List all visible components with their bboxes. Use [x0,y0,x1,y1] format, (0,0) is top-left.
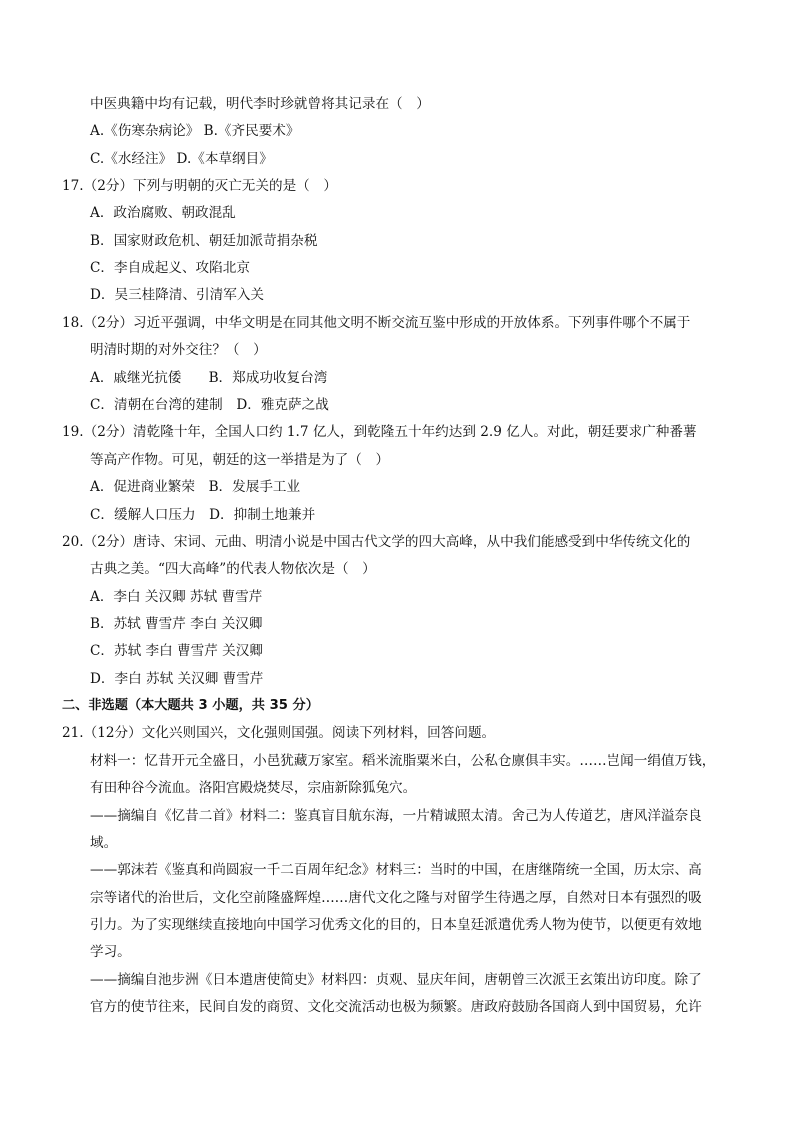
question-19-options-cd: C．缓解人口压力 D．抑制土地兼并 [90,507,316,523]
material-line: 宗等诸代的治世后，文化空前隆盛辉煌……唐代文化之隆与对留学生待遇之厚，自然对日本有强烈的吸 [90,890,702,906]
question-17-option-b: B．国家财政危机、朝廷加派苛捐杂税 [90,233,318,249]
question-18-stem: 18.（2分）习近平强调，中华文明是在同其他文明不断交流互鉴中形成的开放体系。下列事件哪个不属于 [62,315,691,331]
question-20-option-d: D．李白 苏轼 关汉卿 曹雪芹 [90,671,264,687]
question-16-options-cd: C.《水经注》 D.《本草纲目》 [90,151,273,167]
question-16-stem-continued: 中医典籍中均有记载，明代李时珍就曾将其记录在（ ） [90,96,430,112]
question-17-option-c: C．李自成起义、攻陷北京 [90,260,250,276]
material-line: ——摘编自《忆昔二首》材料二：鉴真盲目航东海，一片精诚照太清。舍己为人传道艺，唐风洋溢奈良 [90,808,702,824]
question-16-options-ab: A.《伤寒杂病论》 B.《齐民要术》 [90,123,300,139]
material-line: 官方的使节往来，民间自发的商贸、文化交流活动也极为频繁。唐政府鼓励各国商人到中国贸易，允许 [90,999,702,1015]
question-17-stem: 17.（2分）下列与明朝的灭亡无关的是（ ） [62,178,337,194]
question-17-option-d: D．吴三桂降清、引清军入关 [90,287,265,303]
material-line: 材料一：忆昔开元全盛日，小邑犹藏万家室。稻米流脂粟米白，公私仓廪俱丰实。……岂闻一绢值万钱， [90,753,716,769]
question-18-options-ab: A．戚继光抗倭 B．郑成功收复台湾 [90,370,328,386]
question-18-stem-continued: 明清时期的对外交往？（ ） [90,342,267,358]
question-19-stem-continued: 等高产作物。可见，朝廷的这一举措是为了（ ） [90,452,390,468]
material-line: 引力。为了实现继续直接地向中国学习优秀文化的目的，日本皇廷派遣优秀人物为使节，以便更有效地 [90,917,702,933]
material-line: 有田种谷今流血。洛阳宫殿烧焚尽，宗庙新除狐兔穴。 [90,780,417,796]
question-20-stem-continued: 古典之美。“四大高峰”的代表人物依次是（ ） [90,561,376,577]
question-17-option-a: A．政治腐败、朝政混乱 [90,205,236,221]
question-21-stem: 21.（12分）文化兴则国兴，文化强则国强。阅读下列材料，回答问题。 [62,725,496,741]
material-line: ——摘编自池步洲《日本遣唐使简史》材料四：贞观、显庆年间，唐朝曾三次派王玄策出访印度。除了 [90,972,702,988]
question-20-option-c: C．苏轼 李白 曹雪芹 关汉卿 [90,643,263,659]
section-heading: 二、非选题（本大题共 3 小题，共 35 分） [62,698,319,713]
question-20-option-a: A．李白 关汉卿 苏轼 曹雪芹 [90,589,263,605]
material-line: 域。 [90,835,118,851]
question-20-option-b: B．苏轼 曹雪芹 李白 关汉卿 [90,616,263,632]
question-20-stem: 20.（2分）唐诗、宋词、元曲、明清小说是中国古代文学的四大高峰，从中我们能感受到中华传统文化的 [62,534,691,550]
question-18-options-cd: C．清朝在台湾的建制 D．雅克萨之战 [90,397,329,413]
question-19-stem: 19.（2分）清乾隆十年，全国人口约 1.7 亿人，到乾隆五十年约达到 2.9 亿人。对此，朝廷要求广种番薯 [62,424,697,440]
material-line: ——郭沫若《鉴真和尚圆寂一千二百周年纪念》材料三：当时的中国，在唐继隋统一全国，历太宗、高 [90,862,702,878]
material-line: 学习。 [90,944,131,960]
question-19-options-ab: A．促进商业繁荣 B．发展手工业 [90,479,301,495]
